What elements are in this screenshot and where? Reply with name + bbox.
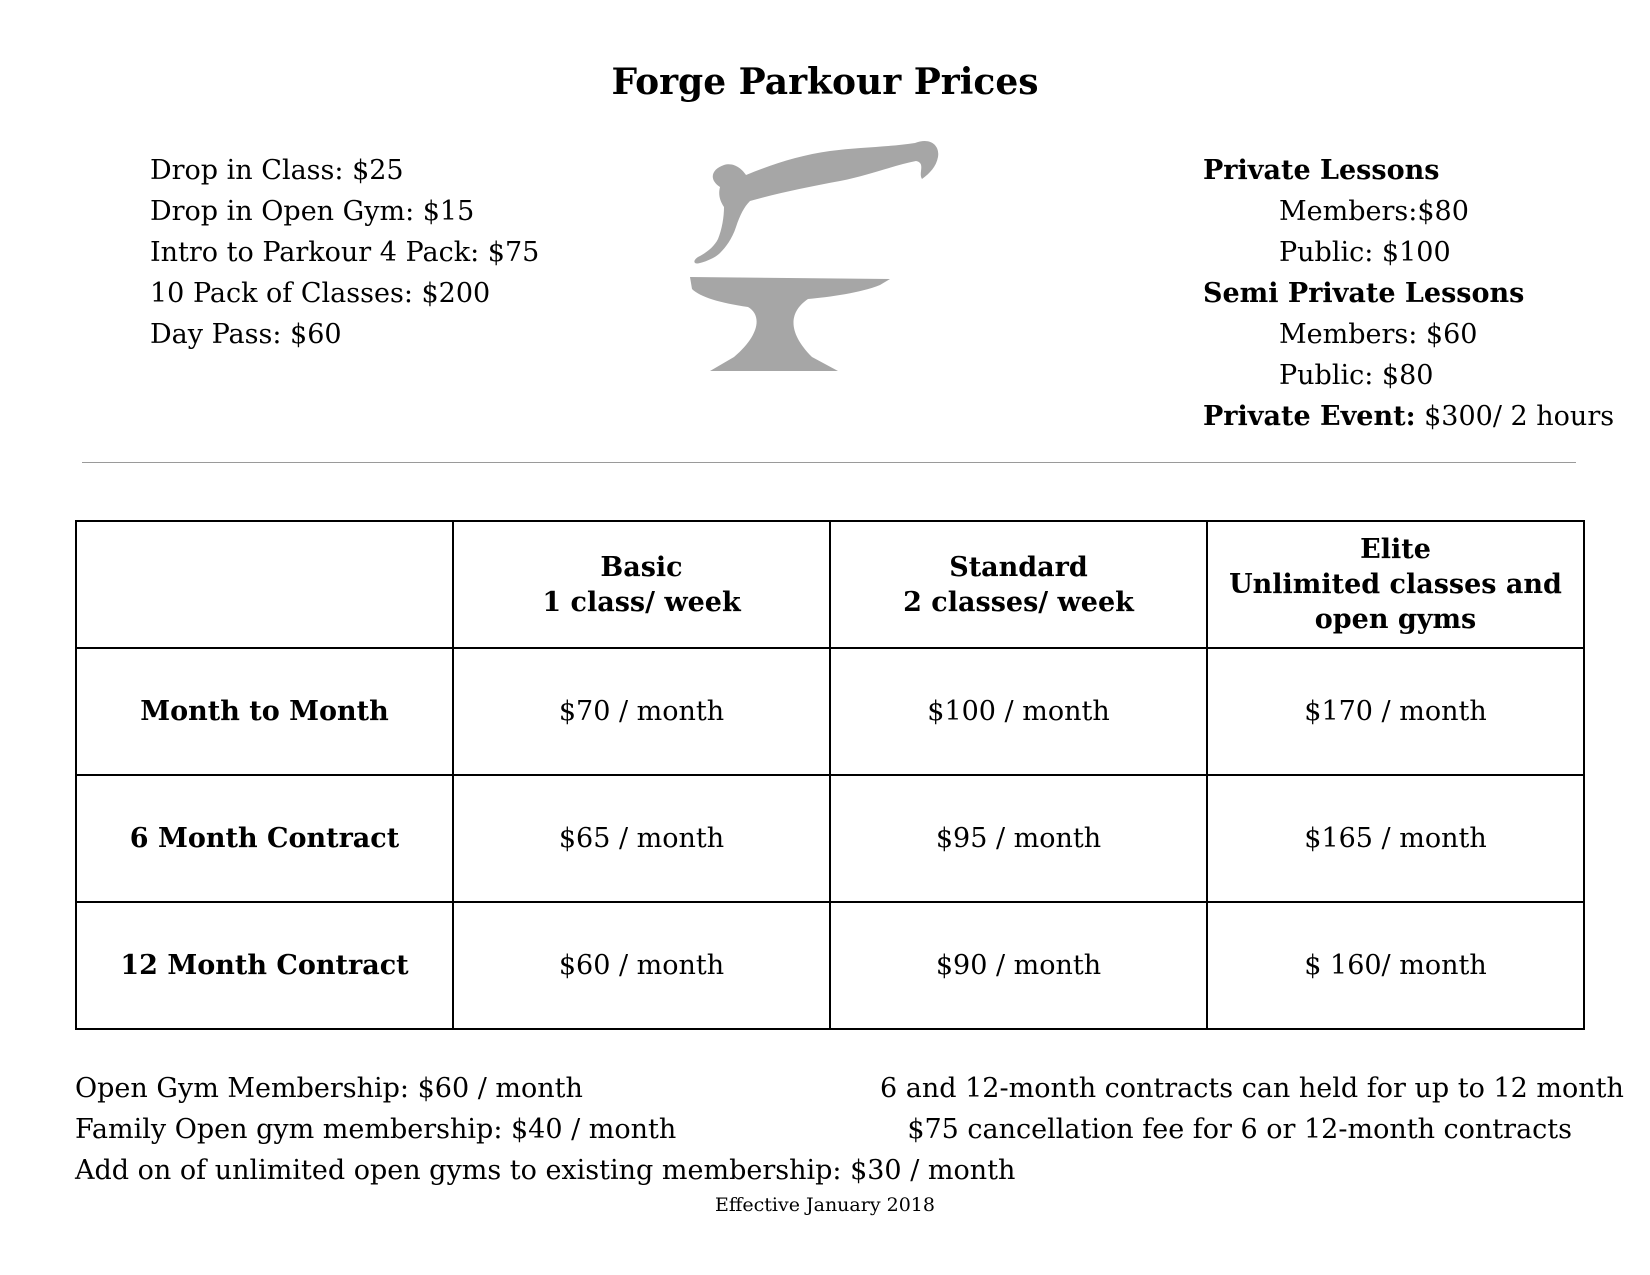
drop-in-price-list [150,150,539,355]
logo-shape [690,141,938,371]
list-item: 6 and 12-month contracts can held for up to 12 month [880,1073,1624,1104]
list-item: Intro to Parkour 4 Pack: $75 [150,237,540,268]
contract-notes-list [880,1068,1624,1150]
anvil-parkour-logo-icon [690,135,980,395]
row-label: 12 Month Contract [76,902,453,1029]
logo-anvil [690,277,890,371]
logo-figure [694,141,938,264]
row-label: Month to Month [76,648,453,775]
list-item: Day Pass: $60 [150,319,342,350]
private-lessons-public-price: Public: $100 [1279,237,1451,268]
table-header-basic [453,521,830,648]
table-header-standard [830,521,1207,648]
list-item: Drop in Class: $25 [150,155,404,186]
semi-private-members-price: Members: $60 [1279,319,1478,350]
price-cell: $170 / month [1207,648,1584,775]
header-plan-detail: 1 class/ week [542,586,741,618]
header-plan-name: Basic [600,551,683,583]
price-cell: $100 / month [830,648,1207,775]
private-lessons-price-list [1203,150,1614,437]
private-lessons-members-price: Members:$80 [1279,196,1469,227]
header-plan-name: Standard [949,551,1088,583]
list-item: Add on of unlimited open gyms to existing membership: $30 / month [75,1155,1016,1186]
table-header-row [76,521,1584,648]
list-item: 10 Pack of Classes: $200 [150,278,491,309]
page-title: Forge Parkour Prices [611,61,1039,103]
list-item: Open Gym Membership: $60 / month [75,1073,583,1104]
table-header-empty [76,521,453,648]
semi-private-public-price: Public: $80 [1279,360,1434,391]
price-cell: $90 / month [830,902,1207,1029]
membership-price-table [75,520,1585,1030]
effective-date: Effective January 2018 [715,1194,935,1216]
header-plan-detail: Unlimited classes and open gyms [1229,569,1562,635]
other-memberships-list [75,1068,1015,1191]
list-item: Family Open gym membership: $40 / month [75,1114,677,1145]
list-item: Drop in Open Gym: $15 [150,196,475,227]
price-cell: $65 / month [453,775,830,902]
price-cell: $165 / month [1207,775,1584,902]
price-cell: $60 / month [453,902,830,1029]
table-row [76,775,1584,902]
price-cell: $ 160/ month [1207,902,1584,1029]
table-row [76,902,1584,1029]
private-event-price: $300/ 2 hours [1415,401,1615,432]
list-item: $75 cancellation fee for 6 or 12-month contracts [907,1114,1572,1145]
private-event-line [1203,396,1614,437]
header-plan-detail: 2 classes/ week [903,586,1134,618]
semi-private-lessons-heading: Semi Private Lessons [1203,278,1525,309]
price-cell: $95 / month [830,775,1207,902]
private-lessons-heading: Private Lessons [1203,155,1440,186]
price-cell: $70 / month [453,648,830,775]
row-label: 6 Month Contract [76,775,453,902]
table-header-elite [1207,521,1584,648]
private-event-label: Private Event: [1203,401,1416,432]
header-plan-name: Elite [1360,534,1431,565]
section-divider [82,462,1576,463]
table-row [76,648,1584,775]
